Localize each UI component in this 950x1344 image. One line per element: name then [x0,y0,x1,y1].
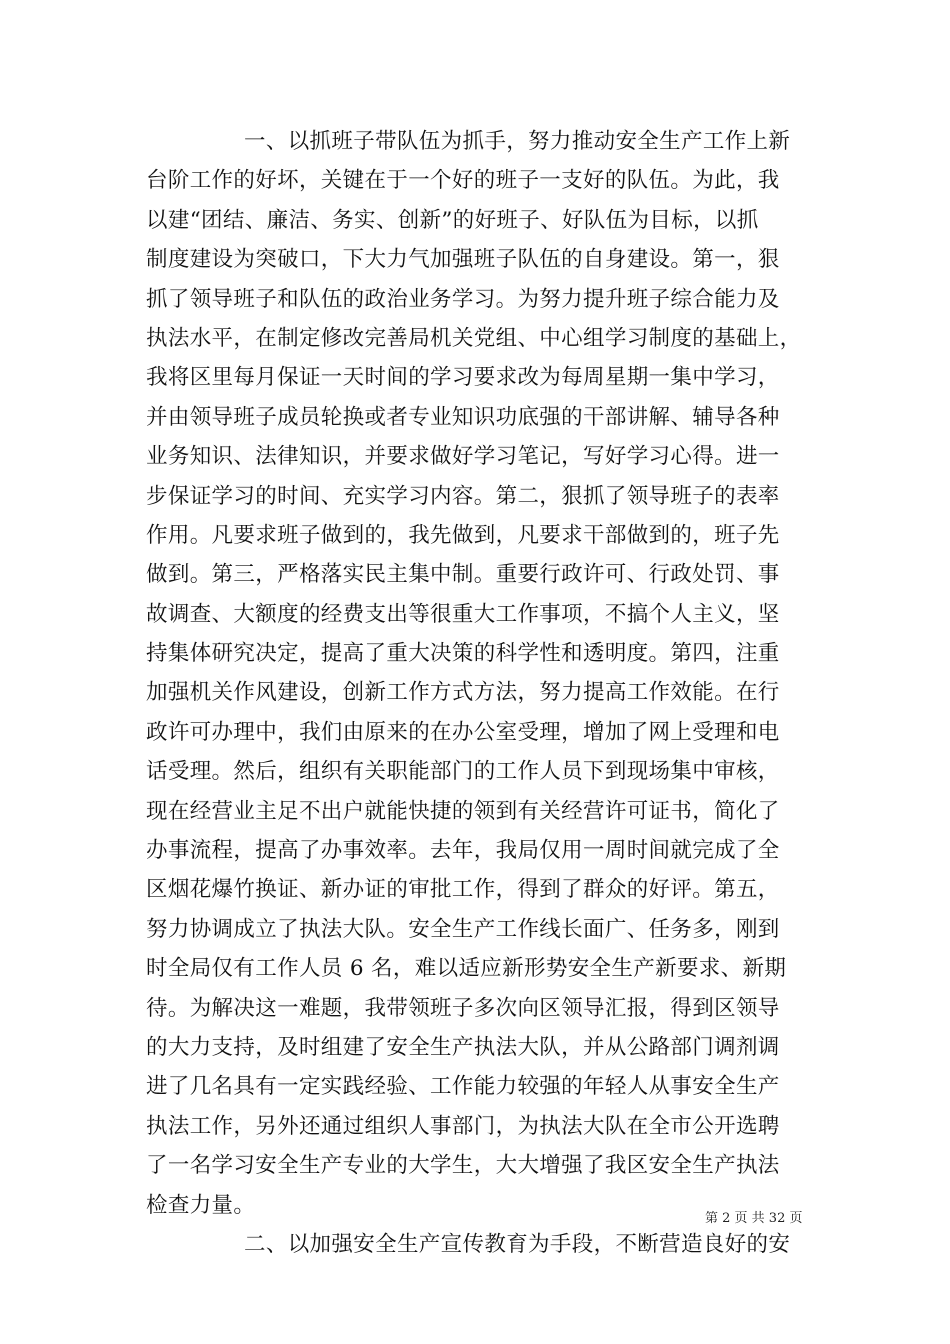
page-number-footer: 第 2 页 共 32 页 [705,1211,803,1226]
paragraph-1-line: 作用。凡要求班子做到的，我先做到，凡要求干部做到的，班子先 [146,522,780,548]
paragraph-1-line: 制度建设为突破口，下大力气加强班子队伍的自身建设。第一，狠 [146,247,780,273]
paragraph-1-line: 执法水平，在制定修改完善局机关党组、中心组学习制度的基础上， [146,325,802,351]
paragraph-1-line: 区烟花爆竹换证、新办证的审批工作，得到了群众的好评。第五， [146,877,780,903]
paragraph-1-line: 加强机关作风建设，创新工作方式方法，努力提高工作效能。在行 [146,680,780,706]
paragraph-1-line: 步保证学习的时间、充实学习内容。第二，狠抓了领导班子的表率 [146,483,780,509]
paragraph-1-line: 进了几名具有一定实践经验、工作能力较强的年轻人从事安全生产 [146,1074,780,1100]
paragraph-1-line: 并由领导班子成员轮换或者专业知识功底强的干部讲解、辅导各种 [146,404,780,430]
paragraph-2-line: 二、以加强安全生产宣传教育为手段，不断营造良好的安 [244,1231,791,1257]
paragraph-1-line: 故调查、大额度的经费支出等很重大工作事项，不搞个人主义，坚 [146,601,780,627]
document-body [146,122,816,1264]
paragraph-1-line: 时全局仅有工作人员 6 名，难以适应新形势安全生产新要求、新期 [146,956,787,982]
paragraph-1-line: 执法工作，另外还通过组织人事部门，为执法大队在全市公开选聘 [146,1113,780,1139]
paragraph-1-line: 办事流程，提高了办事效率。去年，我局仅用一周时间就完成了全 [146,838,780,864]
paragraph-1-line: 持集体研究决定，提高了重大决策的科学性和透明度。第四，注重 [146,641,780,667]
paragraph-1-line: 一、以抓班子带队伍为抓手，努力推动安全生产工作上新 [244,129,791,154]
paragraph-1-line: 业务知识、法律知识，并要求做好学习笔记，写好学习心得。进一 [146,444,780,470]
paragraph-1-line: 抓了领导班子和队伍的政治业务学习。为努力提升班子综合能力及 [146,286,780,312]
paragraph-1-line: 我将区里每月保证一天时间的学习要求改为每周星期一集中学习， [146,365,780,391]
paragraph-1-line: 待。为解决这一难题，我带领班子多次向区领导汇报，得到区领导 [146,995,780,1021]
paragraph-1-line: 的大力支持，及时组建了安全生产执法大队，并从公路部门调剂调 [146,1034,780,1060]
paragraph-1-line: 做到。第三，严格落实民主集中制。重要行政许可、行政处罚、事 [146,562,780,588]
paragraph-1-line: 现在经营业主足不出户就能快捷的领到有关经营许可证书，简化了 [146,798,780,824]
paragraph-1-line: 努力协调成立了执法大队。安全生产工作线长面广、任务多，刚到 [146,916,780,942]
paragraph-1-line: 政许可办理中，我们由原来的在办公室受理，增加了网上受理和电 [146,719,780,745]
paragraph-1-line: 以建“团结、廉洁、务实、创新”的好班子、好队伍为目标，以抓 [146,207,759,233]
paragraph-1-line: 了一名学习安全生产专业的大学生，大大增强了我区安全生产执法 [146,1153,780,1179]
paragraph-1-line: 台阶工作的好坏，关键在于一个好的班子一支好的队伍。为此，我 [146,168,780,194]
paragraph-1-line: 检查力量。 [146,1192,256,1218]
paragraph-1-line: 话受理。然后，组织有关职能部门的工作人员下到现场集中审核， [146,759,780,785]
